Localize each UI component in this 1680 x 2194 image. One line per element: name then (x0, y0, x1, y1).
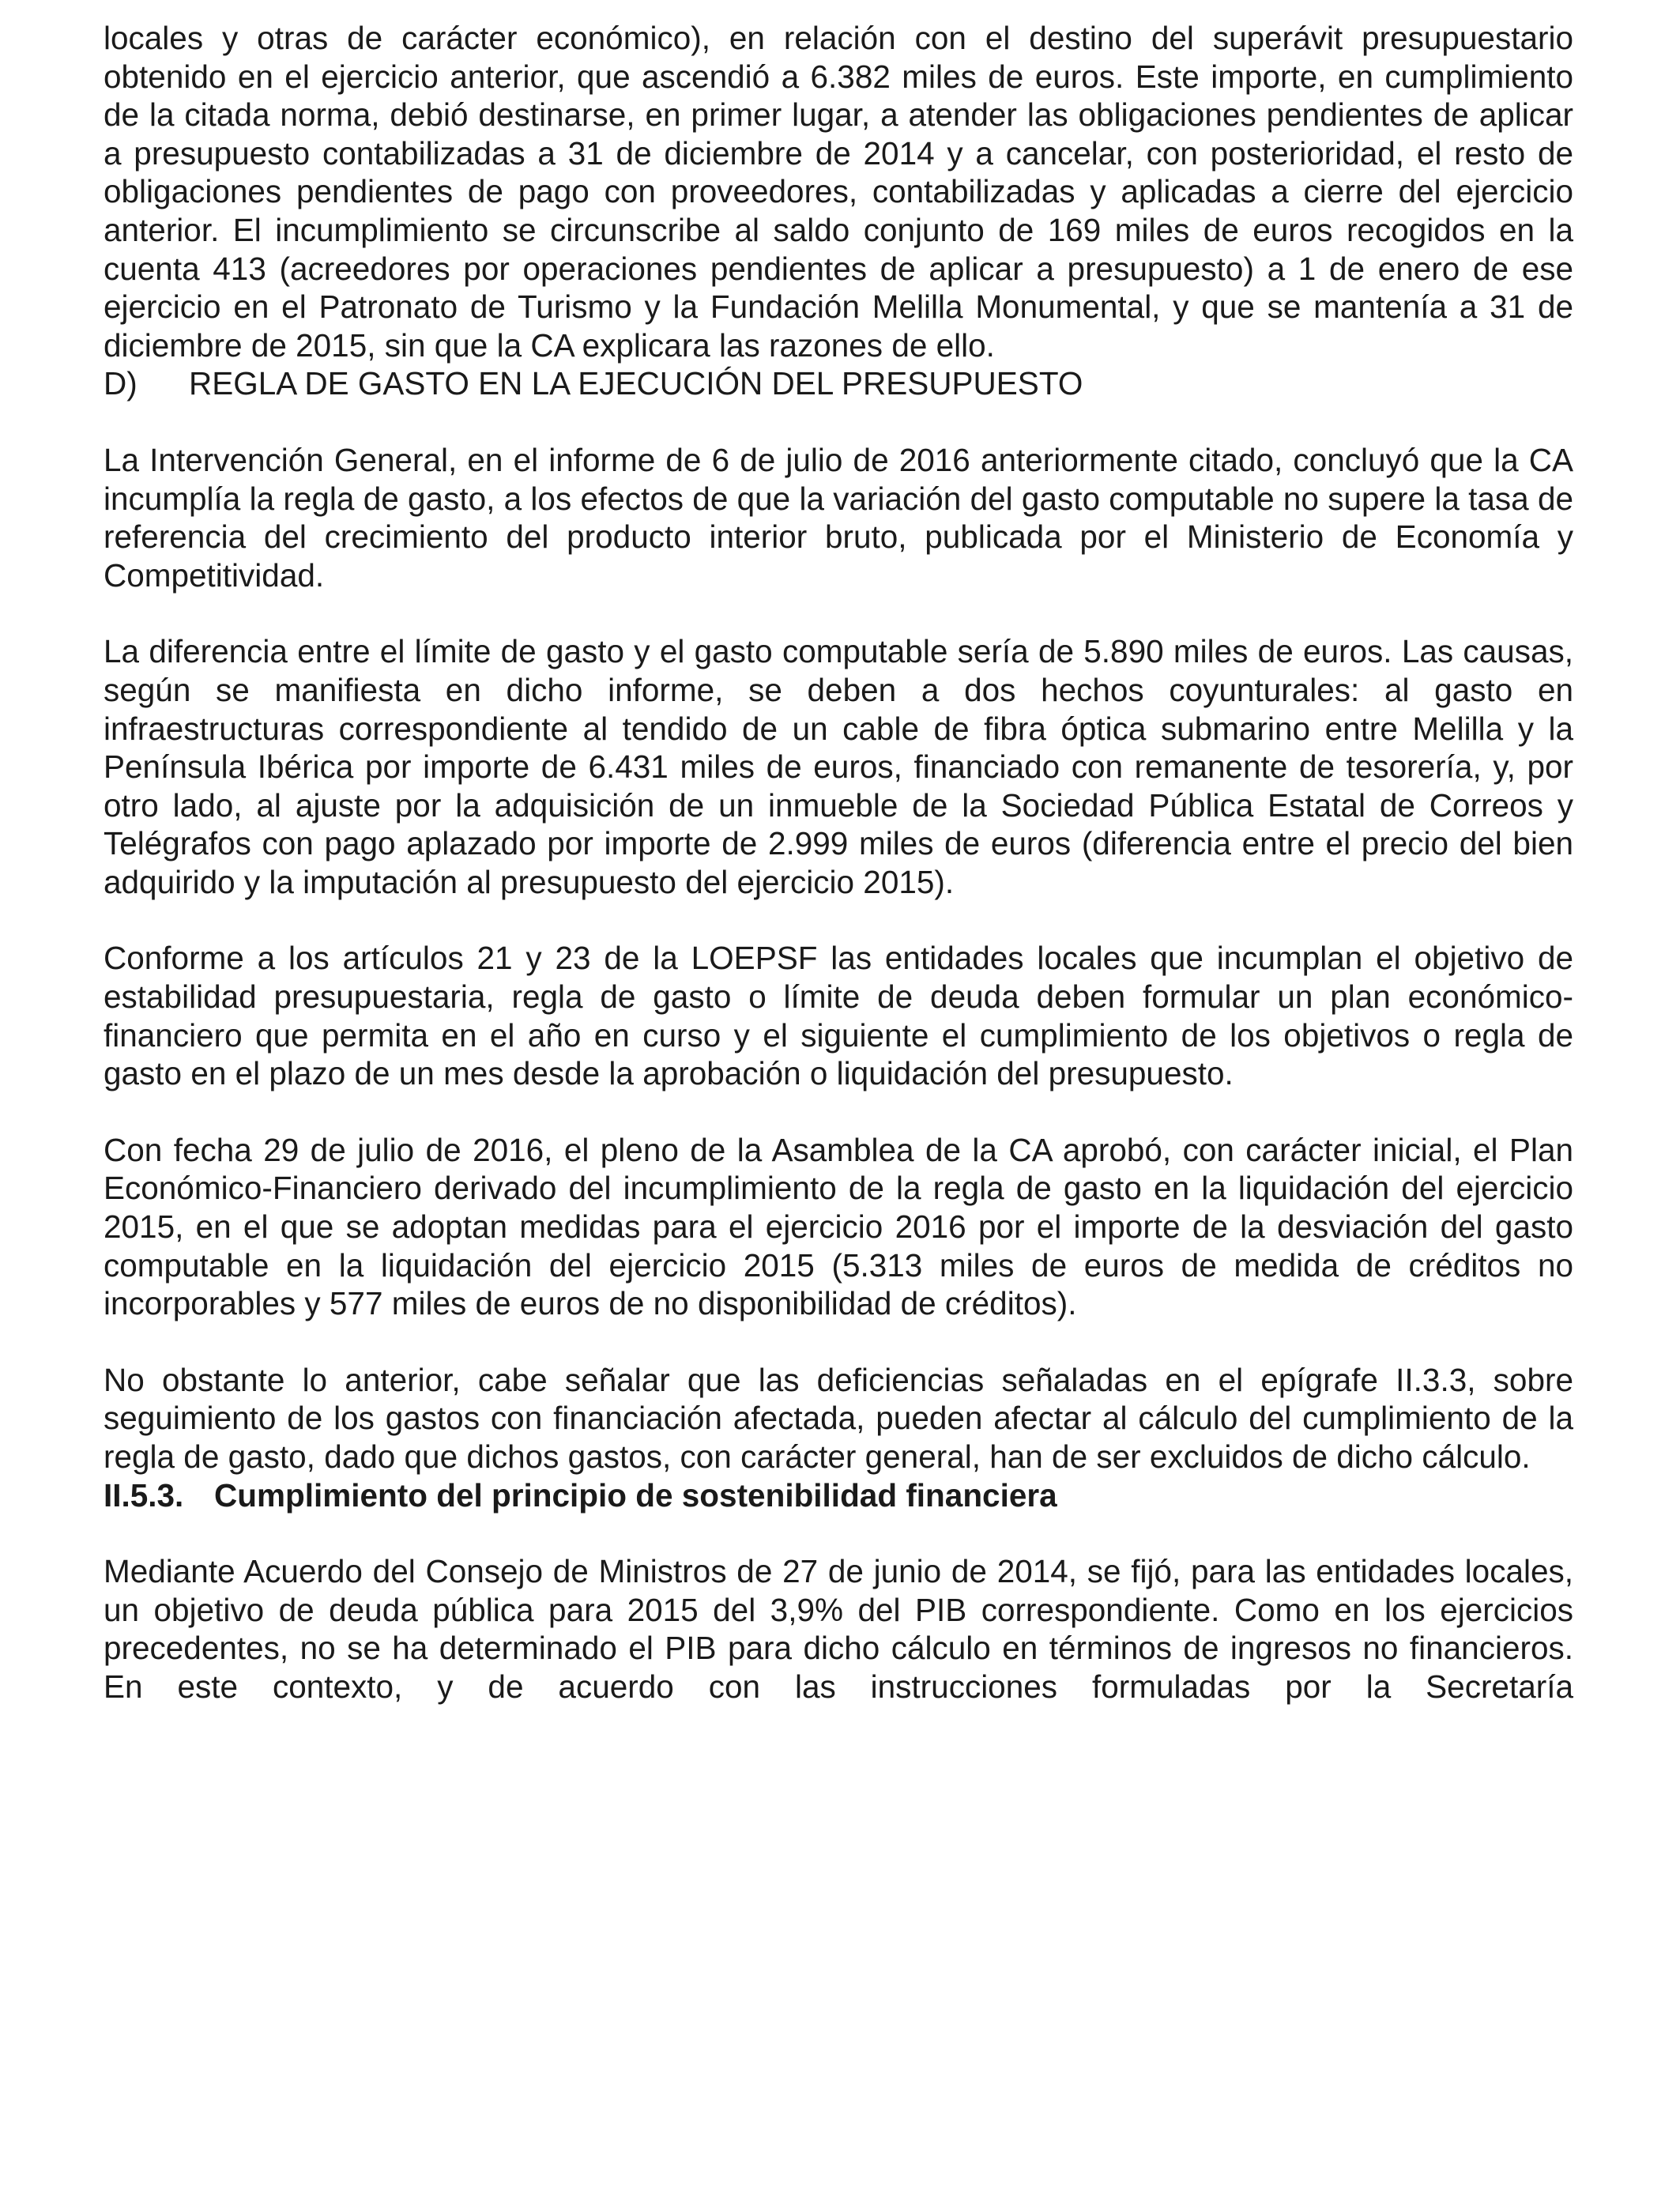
paragraph-superavit: locales y otras de carácter económico), en relación con el destino del superávit presupuestario obtenido en el ejercicio anterior, que ascendió a 6.382 miles de euros. Este importe, en cumplimiento de la citada norma, debió destinarse, en primer lugar, a atender las obligaciones pendientes de aplicar a presupuesto contabilizadas a 31 de diciembre de 2014 y a cancelar, con posterioridad, el resto de obligaciones pendientes de pago con proveedores, contabilizadas y aplicadas a cierre del ejercicio anterior. El incumplimiento se circunscribe al saldo conjunto de 169 miles de euros recogidos en la cuenta 413 (acreedores por operaciones pendientes de aplicar a presupuesto) a 1 de enero de ese ejercicio en el Patronato de Turismo y la Fundación Melilla Monumental, y que se mantenía a 31 de diciembre de 2015, sin que la CA explicara las razones de ello. (104, 20, 1573, 364)
paragraph-diferencia: La diferencia entre el límite de gasto y el gasto computable sería de 5.890 miles de euros. Las causas, según se manifiesta en dicho informe, se deben a dos hechos coyunturales: al gasto en infraestructuras correspondiente al tendido de un cable de fibra óptica submarino entre Melilla y la Península Ibérica por importe de 6.431 miles de euros, financiado con remanente de tesorería, y, por otro lado, al ajuste por la adquisición de un inmueble de la Sociedad Pública Estatal de Correos y Telégrafos con pago aplazado por importe de 2.999 miles de euros (diferencia entre el precio del bien adquirido y la imputación al presupuesto del ejercicio 2015). (104, 633, 1573, 900)
section-d-heading (104, 364, 1573, 403)
section-ii53-number: II.5.3. (104, 1476, 184, 1514)
document-page (104, 19, 1573, 1706)
paragraph-acuerdo-consejo: Mediante Acuerdo del Consejo de Ministros de 27 de junio de 2014, se fijó, para las entidades locales, un objetivo de deuda pública para 2015 del 3,9% del PIB correspondiente. Como en los ejercicios precedentes, no se ha determinado el PIB para dicho cálculo en términos de ingresos no financieros. En este contexto, y de acuerdo con las instrucciones formuladas por la Secretaría (104, 1553, 1573, 1705)
section-d-marker: D) (104, 365, 137, 402)
section-ii53-title: Cumplimiento del principio de sostenibilidad financiera (214, 1476, 1057, 1514)
paragraph-loepsf: Conforme a los artículos 21 y 23 de la LOEPSF las entidades locales que incumplan el objetivo de estabilidad presupuestaria, regla de gasto o límite de deuda deben formular un plan económico-financiero que permita en el año en curso y el siguiente el cumplimiento de los objetivos o regla de gasto en el plazo de un mes desde la aprobación o liquidación del presupuesto. (104, 940, 1573, 1092)
paragraph-intervencion: La Intervención General, en el informe de 6 de julio de 2016 anteriormente citado, concluyó que la CA incumplía la regla de gasto, a los efectos de que la variación del gasto computable no supere la tasa de referencia del crecimiento del producto interior bruto, publicada por el Ministerio de Economía y Competitividad. (104, 441, 1573, 594)
section-ii53-heading (104, 1476, 1573, 1515)
section-d-title: REGLA DE GASTO EN LA EJECUCIÓN DEL PRESUPUESTO (189, 365, 1083, 402)
paragraph-deficiencias: No obstante lo anterior, cabe señalar que las deficiencias señaladas en el epígrafe II.3.3, sobre seguimiento de los gastos con financiación afectada, pueden afectar al cálculo del cumplimiento de la regla de gasto, dado que dichos gastos, con carácter general, han de ser excluidos de dicho cálculo. (104, 1361, 1573, 1475)
paragraph-plan-economico: Con fecha 29 de julio de 2016, el pleno de la Asamblea de la CA aprobó, con carácter inicial, el Plan Económico-Financiero derivado del incumplimiento de la regla de gasto en la liquidación del ejercicio 2015, en el que se adoptan medidas para el ejercicio 2016 por el importe de la desviación del gasto computable en la liquidación del ejercicio 2015 (5.313 miles de euros de medida de créditos no incorporables y 577 miles de euros de no disponibilidad de créditos). (104, 1131, 1573, 1322)
